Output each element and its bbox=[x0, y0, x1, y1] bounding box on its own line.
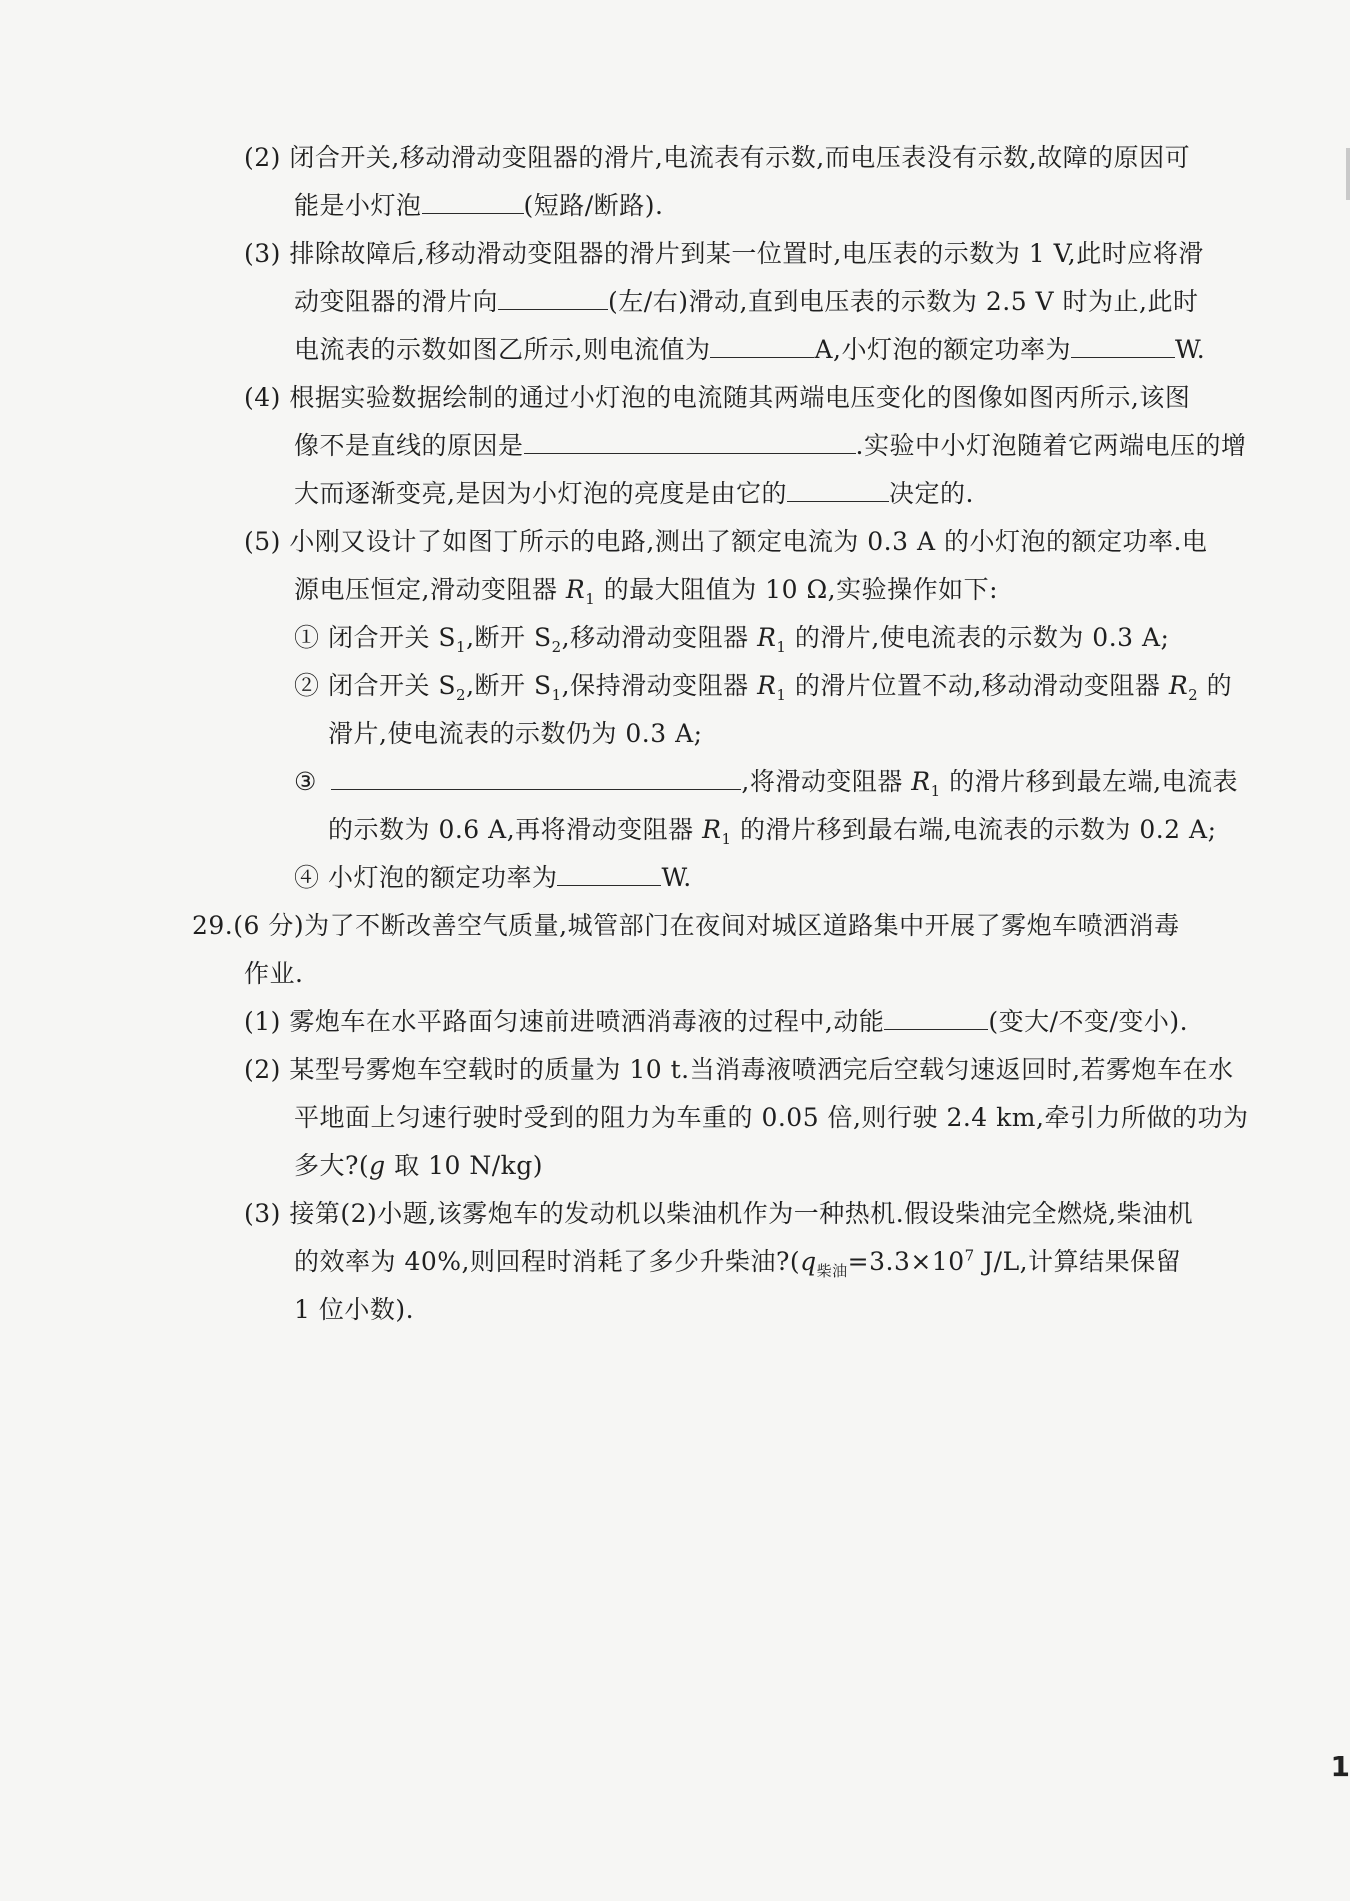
q29-p2-text3b: 取 10 N/kg) bbox=[385, 1151, 544, 1180]
q29-p1-line1 bbox=[244, 1007, 1188, 1037]
step1-text-c: ,移动滑动变阻器 bbox=[561, 623, 749, 652]
q28-p4-line3 bbox=[294, 479, 974, 509]
answer-blank-kinetic-energy[interactable] bbox=[884, 1007, 988, 1030]
symbol-r: R bbox=[911, 767, 931, 796]
q29-p2-line2 bbox=[294, 1103, 1248, 1133]
q28-p4-text2b: .实验中小灯泡随着它两端电压的增 bbox=[855, 431, 1247, 460]
q28-p4-line1 bbox=[244, 383, 1190, 413]
answer-blank-rated-power[interactable] bbox=[1071, 335, 1175, 358]
q28-p5-text2b: 的最大阻值为 10 Ω,实验操作如下: bbox=[603, 575, 999, 604]
answer-blank-final-power[interactable] bbox=[557, 863, 661, 886]
step1-text-d: 的滑片,使电流表的示数为 0.3 A; bbox=[794, 623, 1170, 652]
q28-p4-number: (4) bbox=[244, 383, 281, 412]
q29-heading-text2: 作业. bbox=[244, 959, 304, 988]
step2-text-e: 的 bbox=[1206, 671, 1233, 700]
q28-p3-text3b: A,小灯泡的额定功率为 bbox=[814, 335, 1071, 364]
step2-text-c: ,保持滑动变阻器 bbox=[561, 671, 749, 700]
q29-p2-number: (2) bbox=[244, 1055, 281, 1084]
q28-p2-line1 bbox=[244, 143, 1190, 173]
q28-p5-line2 bbox=[294, 575, 999, 608]
q29-p3-number: (3) bbox=[244, 1199, 281, 1228]
superscript-exponent: 7 bbox=[964, 1246, 975, 1265]
step3-text-line2b: 的滑片移到最右端,电流表的示数为 0.2 A; bbox=[739, 815, 1217, 844]
q28-p2-text2a: 能是小灯泡 bbox=[294, 191, 422, 220]
q28-p2-number: (2) bbox=[244, 143, 281, 172]
q28-p3-text3c: W. bbox=[1174, 335, 1206, 364]
step2-text-b: ,断开 S bbox=[466, 671, 552, 700]
q29-p3-text2b: =3.3×10 bbox=[847, 1247, 965, 1276]
answer-blank-step3-operation[interactable] bbox=[331, 767, 741, 790]
subscript-diesel: 柴油 bbox=[816, 1262, 848, 1280]
q28-p4-text2a: 像不是直线的原因是 bbox=[294, 431, 524, 460]
q29-p1-text-b: (变大/不变/变小). bbox=[988, 1007, 1189, 1036]
step1-text-b: ,断开 S bbox=[466, 623, 552, 652]
q28-p4-text3b: 决定的. bbox=[888, 479, 974, 508]
step-marker: ③ bbox=[294, 767, 317, 796]
q28-p3-line1 bbox=[244, 239, 1204, 269]
q28-p3-text1: 排除故障后,移动滑动变阻器的滑片到某一位置时,电压表的示数为 1 V,此时应将滑 bbox=[289, 239, 1204, 268]
q29-p3-line3 bbox=[294, 1295, 414, 1325]
q28-p5-step1 bbox=[294, 623, 1170, 656]
subscript: 1 bbox=[776, 686, 787, 704]
q28-p3-text2a: 动变阻器的滑片向 bbox=[294, 287, 499, 316]
q28-p4-text1: 根据实验数据绘制的通过小灯泡的电流随其两端电压变化的图像如图丙所示,该图 bbox=[289, 383, 1191, 412]
step4-text-a: 小灯泡的额定功率为 bbox=[327, 863, 558, 892]
symbol-r: R bbox=[1168, 671, 1189, 700]
symbol-q: q bbox=[800, 1247, 817, 1276]
q29-p2-text3a: 多大?( bbox=[294, 1151, 370, 1180]
step2-text-a: 闭合开关 S bbox=[327, 671, 457, 700]
symbol-r: R bbox=[757, 671, 777, 700]
subscript: 1 bbox=[930, 782, 941, 800]
subscript: 1 bbox=[551, 686, 562, 704]
page-edge-mark bbox=[1346, 148, 1350, 200]
step1-text-a: 闭合开关 S bbox=[327, 623, 457, 652]
q28-p3-text3a: 电流表的示数如图乙所示,则电流值为 bbox=[294, 335, 711, 364]
q29-p3-text1: 接第(2)小题,该雾炮车的发动机以柴油机作为一种热机.假设柴油完全燃烧,柴油机 bbox=[289, 1199, 1194, 1228]
q28-p5-text2a: 源电压恒定,滑动变阻器 bbox=[294, 575, 558, 604]
q29-p1-text-a: 雾炮车在水平路面匀速前进喷洒消毒液的过程中,动能 bbox=[289, 1007, 885, 1036]
subscript: 2 bbox=[551, 638, 562, 656]
q28-p5-number: (5) bbox=[244, 527, 281, 556]
q29-p2-line3 bbox=[294, 1151, 543, 1181]
q29-p3-line2 bbox=[294, 1246, 1182, 1280]
q29-p3-line1 bbox=[244, 1199, 1193, 1229]
answer-blank-direction[interactable] bbox=[498, 287, 608, 310]
q29-heading-line2 bbox=[244, 959, 303, 989]
answer-blank-brightness-factor[interactable] bbox=[787, 479, 889, 502]
q29-p3-text3: 1 位小数). bbox=[294, 1295, 415, 1324]
q28-p5-line1 bbox=[244, 527, 1207, 557]
answer-blank-short-or-open[interactable] bbox=[422, 191, 524, 214]
q28-p3-number: (3) bbox=[244, 239, 281, 268]
q29-p2-line1 bbox=[244, 1055, 1234, 1085]
q28-p5-text1: 小刚又设计了如图丁所示的电路,测出了额定电流为 0.3 A 的小灯泡的额定功率.电 bbox=[289, 527, 1208, 556]
q28-p5-step2 bbox=[294, 671, 1233, 704]
subscript: 1 bbox=[776, 638, 787, 656]
q28-p3-line2 bbox=[294, 287, 1199, 317]
q28-p2-line2 bbox=[294, 191, 663, 221]
q28-p5-step2-line2 bbox=[328, 719, 703, 749]
q28-p4-text3a: 大而逐渐变亮,是因为小灯泡的亮度是由它的 bbox=[294, 479, 787, 508]
step4-text-b: W. bbox=[661, 863, 692, 892]
q28-p2-text2b: (短路/断路). bbox=[523, 191, 664, 220]
page-number: 1 bbox=[1330, 1750, 1350, 1783]
answer-blank-current[interactable] bbox=[710, 335, 814, 358]
symbol-r: R bbox=[757, 623, 777, 652]
q28-p4-line2 bbox=[294, 431, 1246, 461]
step3-text-a: ,将滑动变阻器 bbox=[741, 767, 903, 796]
q29-number: 29. bbox=[192, 911, 234, 940]
q28-p3-text2b: (左/右)滑动,直到电压表的示数为 2.5 V 时为止,此时 bbox=[608, 287, 1199, 316]
q28-p5-step3 bbox=[294, 767, 1239, 800]
q28-p2-text1: 闭合开关,移动滑动变阻器的滑片,电流表有示数,而电压表没有示数,故障的原因可 bbox=[289, 143, 1191, 172]
q28-p3-line3 bbox=[294, 335, 1205, 365]
step-marker: ② bbox=[294, 671, 320, 700]
subscript: 1 bbox=[585, 590, 596, 608]
q29-heading-text1: (6 分)为了不断改善空气质量,城管部门在夜间对城区道路集中开展了雾炮车喷洒消毒 bbox=[233, 911, 1180, 940]
q29-p2-text2: 平地面上匀速行驶时受到的阻力为车重的 0.05 倍,则行驶 2.4 km,牵引力所做的功为 bbox=[294, 1103, 1249, 1132]
subscript: 1 bbox=[456, 638, 467, 656]
q29-heading-line1 bbox=[192, 911, 1180, 941]
q28-p5-step3-line2 bbox=[328, 815, 1217, 848]
step3-text-line2a: 的示数为 0.6 A,再将滑动变阻器 bbox=[328, 815, 694, 844]
q29-p2-text1: 某型号雾炮车空载时的质量为 10 t.当消毒液喷洒完后空载匀速返回时,若雾炮车在水 bbox=[289, 1055, 1234, 1084]
step2-text-line2: 滑片,使电流表的示数仍为 0.3 A; bbox=[328, 719, 703, 748]
step-marker: ④ bbox=[294, 863, 320, 892]
step-marker: ① bbox=[294, 623, 320, 652]
subscript: 1 bbox=[721, 830, 732, 848]
symbol-r: R bbox=[702, 815, 722, 844]
q29-p1-number: (1) bbox=[244, 1007, 281, 1036]
q28-p5-step4 bbox=[294, 863, 692, 893]
symbol-g: g bbox=[369, 1151, 386, 1180]
answer-blank-reason[interactable] bbox=[524, 431, 856, 454]
symbol-r: R bbox=[565, 575, 586, 604]
subscript: 2 bbox=[1188, 686, 1199, 704]
step3-text-b: 的滑片移到最左端,电流表 bbox=[949, 767, 1239, 796]
step2-text-d: 的滑片位置不动,移动滑动变阻器 bbox=[794, 671, 1161, 700]
q29-p3-text2c: J/L,计算结果保留 bbox=[974, 1247, 1182, 1276]
subscript: 2 bbox=[456, 686, 467, 704]
q29-p3-text2a: 的效率为 40%,则回程时消耗了多少升柴油?( bbox=[294, 1247, 801, 1276]
